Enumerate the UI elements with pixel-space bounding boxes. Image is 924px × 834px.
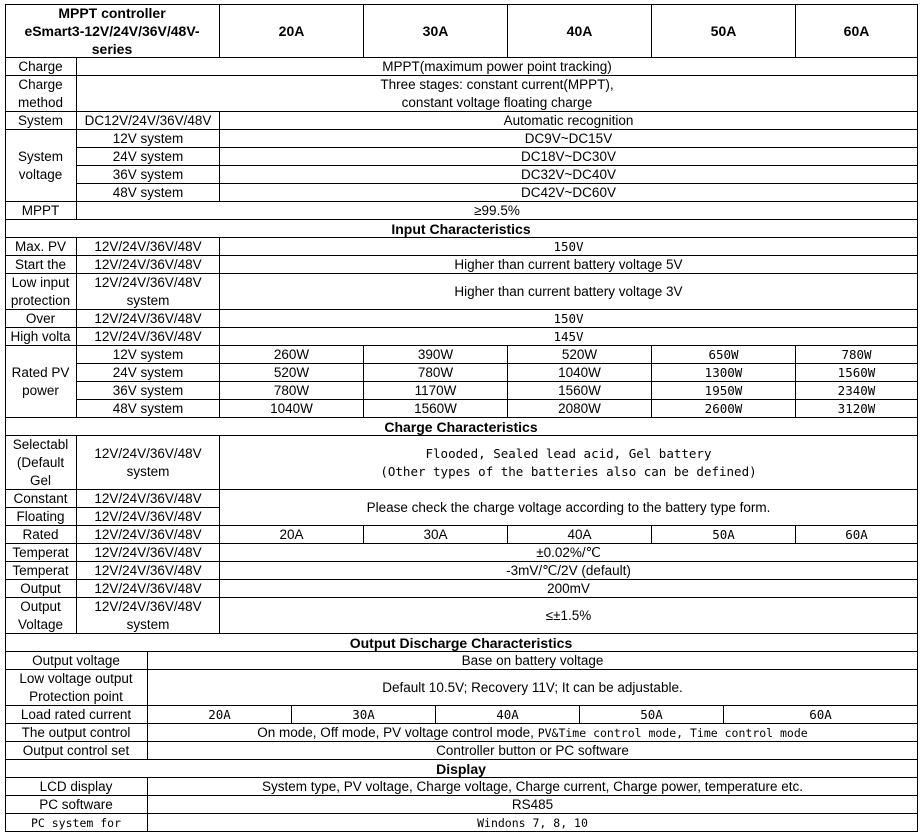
pc-software-value: RS485 [148, 796, 918, 814]
system-value: Automatic recognition [220, 112, 918, 130]
low-voltage-value: Default 10.5V; Recovery 11V; It can be adjustable. [148, 670, 918, 706]
rated-pv-cell: 1170W [364, 382, 508, 400]
rated-pv-cell: 1560W [364, 400, 508, 418]
section-title-display: Display [5, 760, 918, 778]
charge-mode-value: MPPT(maximum power point tracking) [77, 58, 918, 76]
output-control-modes-b: PV&Time control mode, Time control mode [537, 725, 808, 740]
row-label-output: Output [5, 580, 77, 598]
output-control-set-value: Controller button or PC software [148, 742, 918, 760]
rated-current-cell: 50A [652, 526, 796, 544]
rated-pv-cell: 520W [508, 346, 652, 364]
system-voltages: 12V/24V/36V/48V [77, 490, 220, 508]
rated-pv-cell: 520W [220, 364, 364, 382]
charge-voltage-note: Please check the charge voltage according to the battery type form. [220, 490, 918, 526]
row-label-temperature: Temperat [5, 544, 77, 562]
rated-pv-cell: 1300W [652, 364, 796, 382]
output-value: 200mV [220, 580, 918, 598]
output-voltage-value: ≤±1.5% [220, 598, 918, 634]
row-label-rated-pv: Rated PV power [5, 346, 77, 418]
row-label-floating: Floating [5, 508, 77, 526]
system-voltages: DC12V/24V/36V/48V [77, 112, 220, 130]
output-control-value [148, 724, 918, 742]
rated-pv-system: 12V system [77, 346, 220, 364]
mppt-value: ≥99.5% [77, 202, 918, 220]
output-control-modes-a: On mode, Off mode, PV voltage control mode, [257, 724, 538, 740]
load-current-cell: 20A [148, 706, 292, 724]
rated-pv-cell: 260W [220, 346, 364, 364]
load-current-cell: 30A [292, 706, 436, 724]
section-title-charge: Charge Characteristics [5, 418, 918, 436]
column-header-3: 40A [508, 4, 652, 58]
start-value: Higher than current battery voltage 5V [220, 256, 918, 274]
low-input-value: Higher than current battery voltage 3V [220, 274, 918, 310]
rated-pv-cell: 2080W [508, 400, 652, 418]
system-voltages: 12V/24V/36V/48V [77, 544, 220, 562]
rated-pv-cell: 1040W [508, 364, 652, 382]
rated-pv-system: 48V system [77, 400, 220, 418]
row-label-over: Over [5, 310, 77, 328]
system-voltages: 12V/24V/36V/48V [77, 580, 220, 598]
row-label-load-current: Load rated current [5, 706, 148, 724]
section-title-discharge: Output Discharge Characteristics [5, 634, 918, 652]
temperature-comp-value: -3mV/℃/2V (default) [220, 562, 918, 580]
load-current-cell: 60A [724, 706, 918, 724]
row-label-start: Start the [5, 256, 77, 274]
row-label-mppt: MPPT [5, 202, 77, 220]
high-volta-value: 145V [220, 328, 918, 346]
row-label-high-volta: High volta [5, 328, 77, 346]
row-label-pc-system: PC system for [5, 814, 148, 832]
system-voltages: 12V/24V/36V/48V [77, 328, 220, 346]
max-pv-value: 150V [220, 238, 918, 256]
column-header-1: 20A [220, 4, 364, 58]
rated-current-cell: 60A [796, 526, 918, 544]
system-voltage-range: DC9V~DC15V [220, 130, 918, 148]
load-current-cell: 40A [436, 706, 580, 724]
system-voltages: 12V/24V/36V/48V [77, 562, 220, 580]
rated-pv-cell: 780W [364, 364, 508, 382]
rated-current-cell: 40A [508, 526, 652, 544]
system-voltages: 12V/24V/36V/48V [77, 508, 220, 526]
pc-system-value: Windons 7, 8, 10 [148, 814, 918, 832]
rated-pv-cell: 3120W [796, 400, 918, 418]
rated-pv-cell: 1560W [508, 382, 652, 400]
row-label-selectable: Selectabl (Default Gel [5, 436, 77, 490]
output-voltage-value: Base on battery voltage [148, 652, 918, 670]
model-title: MPPT controller eSmart3-12V/24V/36V/48V-series [5, 4, 220, 58]
rated-current-cell: 30A [364, 526, 508, 544]
system-voltages: 12V/24V/36V/48V [77, 310, 220, 328]
rated-pv-system: 24V system [77, 364, 220, 382]
row-label-output-control: The output control [5, 724, 148, 742]
rated-pv-cell: 1950W [652, 382, 796, 400]
over-value: 150V [220, 310, 918, 328]
load-current-cell: 50A [580, 706, 724, 724]
row-label-low-voltage: Low voltage output Protection point [5, 670, 148, 706]
system-voltages: 12V/24V/36V/48V [77, 256, 220, 274]
charge-method-value: Three stages: constant current(MPPT), constant voltage floating charge [77, 76, 918, 112]
system-voltage-system: 24V system [77, 148, 220, 166]
system-voltages: 12V/24V/36V/48V system [77, 436, 220, 490]
row-label-output-control-set: Output control set [5, 742, 148, 760]
rated-pv-cell: 650W [652, 346, 796, 364]
rated-pv-cell: 1040W [220, 400, 364, 418]
rated-pv-cell: 2600W [652, 400, 796, 418]
rated-pv-cell: 2340W [796, 382, 918, 400]
rated-pv-cell: 780W [796, 346, 918, 364]
row-label-lcd: LCD display [5, 778, 148, 796]
rated-pv-cell: 780W [220, 382, 364, 400]
row-label-charge-method: Charge method [5, 76, 77, 112]
row-label-constant: Constant [5, 490, 77, 508]
system-voltages: 12V/24V/36V/48V [77, 526, 220, 544]
rated-pv-cell: 390W [364, 346, 508, 364]
system-voltage-range: DC32V~DC40V [220, 166, 918, 184]
system-voltage-range: DC18V~DC30V [220, 148, 918, 166]
row-label-output-voltage: Output Voltage [5, 598, 77, 634]
rated-current-cell: 20A [220, 526, 364, 544]
system-voltage-range: DC42V~DC60V [220, 184, 918, 202]
system-voltages: 12V/24V/36V/48V system [77, 598, 220, 634]
system-voltages: 12V/24V/36V/48V system [77, 274, 220, 310]
section-title-input: Input Characteristics [5, 220, 918, 238]
system-voltage-system: 12V system [77, 130, 220, 148]
row-label-pc-software: PC software [5, 796, 148, 814]
battery-types-value: Flooded, Sealed lead acid, Gel battery (Other types of the batteries also can be defined) [220, 436, 918, 490]
rated-pv-cell: 1560W [796, 364, 918, 382]
row-label-charge: Charge [5, 58, 77, 76]
row-label-max-pv: Max. PV [5, 238, 77, 256]
row-label-rated: Rated [5, 526, 77, 544]
rated-pv-system: 36V system [77, 382, 220, 400]
temperature-value: ±0.02%/℃ [220, 544, 918, 562]
column-header-2: 30A [364, 4, 508, 58]
row-label-system: System [5, 112, 77, 130]
system-voltages: 12V/24V/36V/48V [77, 238, 220, 256]
row-label-system-voltage: System voltage [5, 130, 77, 202]
column-header-4: 50A [652, 4, 796, 58]
row-label-output-voltage: Output voltage [5, 652, 148, 670]
lcd-value: System type, PV voltage, Charge voltage, Charge current, Charge power, temperature etc. [148, 778, 918, 796]
system-voltage-system: 48V system [77, 184, 220, 202]
column-header-5: 60A [796, 4, 918, 58]
system-voltage-system: 36V system [77, 166, 220, 184]
row-label-low-input: Low input protection [5, 274, 77, 310]
row-label-temperature: Temperat [5, 562, 77, 580]
